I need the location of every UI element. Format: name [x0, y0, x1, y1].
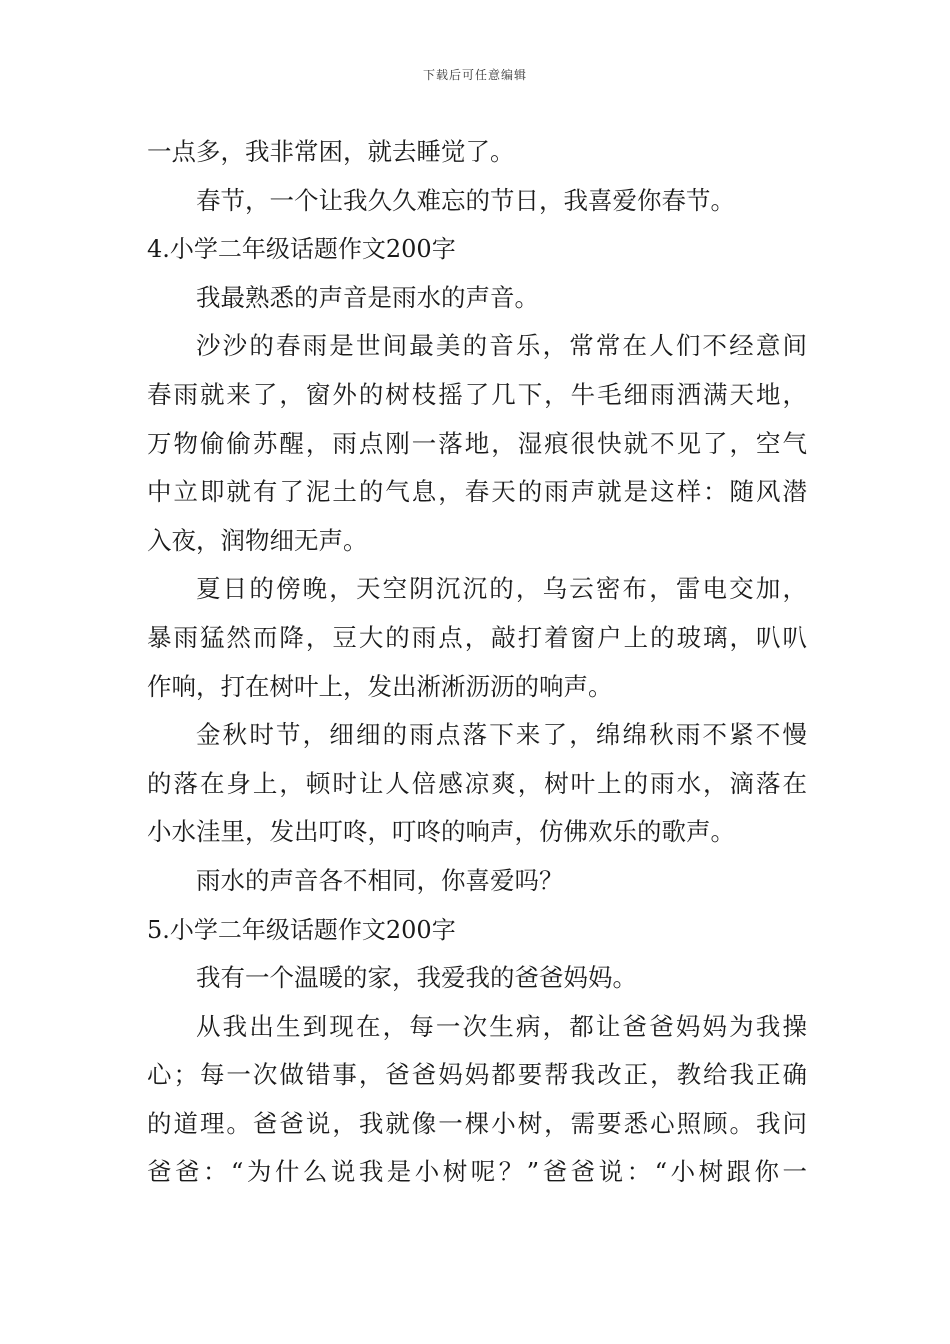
section-heading: 4.小学二年级话题作文200字 — [147, 235, 456, 264]
section-heading: 5.小学二年级话题作文200字 — [147, 915, 456, 944]
text-line: 入夜，润物细无声。 — [147, 525, 368, 555]
text-line: 我有一个温暖的家，我爱我的爸爸妈妈。 — [196, 963, 637, 993]
page-header: 下载后可任意编辑 — [422, 68, 527, 82]
text-line: 心；每一次做错事，爸爸妈妈都要帮我改正，教给我正确 — [147, 1060, 807, 1090]
text-line: 暴雨猛然而降，豆大的雨点，敲打着窗户上的玻璃，叭叭 — [147, 622, 807, 652]
text-line: 中立即就有了泥土的气息，春天的雨声就是这样：随风潜 — [147, 477, 807, 507]
text-line: 我最熟悉的声音是雨水的声音。 — [196, 282, 539, 312]
text-line: 小水洼里，发出叮咚，叮咚的响声，仿佛欢乐的歌声。 — [147, 817, 735, 847]
text-line: 春节，一个让我久久难忘的节日，我喜爱你春节。 — [196, 185, 735, 215]
text-line: 爸爸：“为什么说我是小树呢？”爸爸说：“小树跟你一 — [147, 1157, 807, 1187]
text-line: 一点多，我非常困，就去睡觉了。 — [147, 137, 515, 166]
document-body — [147, 128, 807, 1197]
text-line: 沙沙的春雨是世间最美的音乐，常常在人们不经意间 — [196, 331, 807, 361]
text-line: 雨水的声音各不相同，你喜爱吗？ — [196, 865, 564, 895]
text-line: 夏日的傍晚，天空阴沉沉的，乌云密布，雷电交加， — [196, 574, 807, 604]
text-line: 的道理。爸爸说，我就像一棵小树，需要悉心照顾。我问 — [147, 1108, 807, 1138]
text-line: 万物偷偷苏醒，雨点刚一落地，湿痕很快就不见了，空气 — [147, 428, 807, 458]
text-line: 作响，打在树叶上，发出淅淅沥沥的响声。 — [147, 671, 613, 701]
text-line: 春雨就来了，窗外的树枝摇了几下，牛毛细雨洒满天地， — [147, 379, 807, 409]
text-line: 的落在身上，顿时让人倍感凉爽，树叶上的雨水，滴落在 — [147, 768, 807, 798]
text-line: 从我出生到现在，每一次生病，都让爸爸妈妈为我操 — [196, 1011, 807, 1041]
text-line: 金秋时节，细细的雨点落下来了，绵绵秋雨不紧不慢 — [196, 720, 807, 750]
